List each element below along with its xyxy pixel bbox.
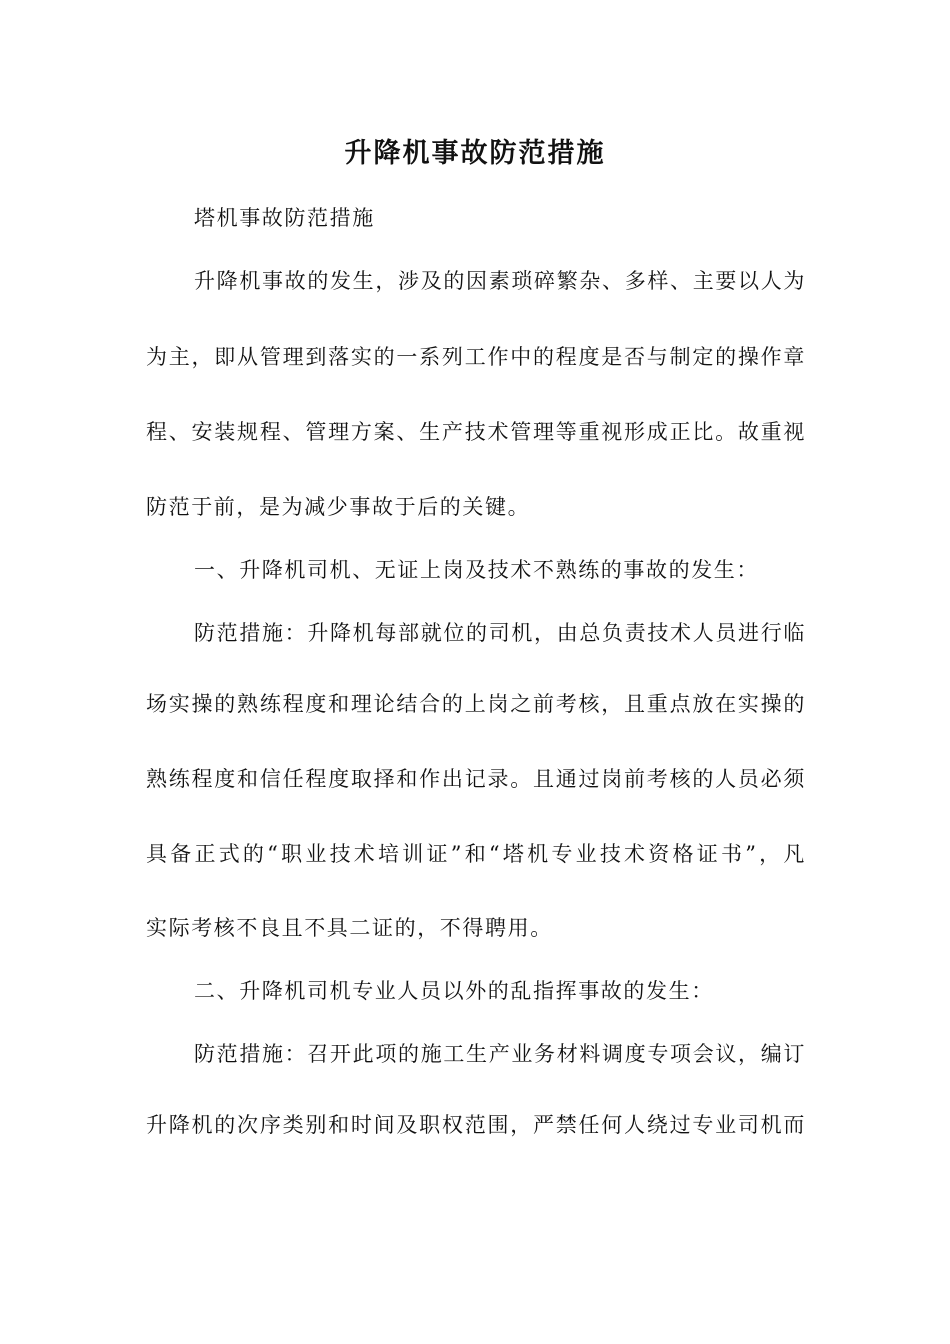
body-line: 场实操的熟练程度和理论结合的上岗之前考核，且重点放在实操的 xyxy=(146,692,806,716)
document-title: 升降机事故防范措施 xyxy=(344,138,606,169)
body-line: 升降机事故的发生，涉及的因素琐碎繁杂、多样、主要以人为 xyxy=(194,269,806,293)
section-heading-1: 一、升降机司机、无证上岗及技术不熟练的事故的发生： xyxy=(194,558,759,582)
body-line: 熟练程度和信任程度取择和作出记录。且通过岗前考核的人员必须 xyxy=(146,767,806,791)
body-line: 防范措施：升降机每部就位的司机，由总负责技术人员进行临 xyxy=(194,621,806,645)
section-heading-2: 二、升降机司机专业人员以外的乱指挥事故的发生： xyxy=(194,979,714,1003)
body-line: 程、安装规程、管理方案、生产技术管理等重视形成正比。故重视 xyxy=(146,420,806,444)
subheading-line: 塔机事故防范措施 xyxy=(194,206,375,230)
body-line: 实际考核不良且不具二证的，不得聘用。 xyxy=(146,916,553,940)
body-line: 升降机的次序类别和时间及职权范围，严禁任何人绕过专业司机而 xyxy=(146,1113,806,1137)
body-line: 防范于前，是为减少事故于后的关键。 xyxy=(146,495,531,519)
body-line: 防范措施：召开此项的施工生产业务材料调度专项会议，编订 xyxy=(194,1042,806,1066)
body-line: 为主，即从管理到落实的一系列工作中的程度是否与制定的操作章 xyxy=(146,345,806,369)
body-line: 具备正式的“职业技术培训证”和“塔机专业技术资格证书”，凡 xyxy=(146,842,806,866)
